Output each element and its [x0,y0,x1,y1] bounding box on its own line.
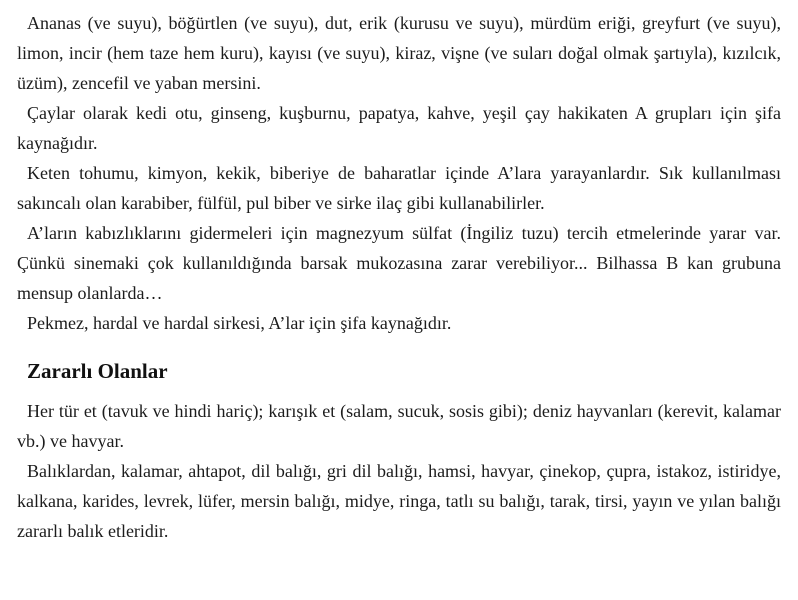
paragraph-meats: Her tür et (tavuk ve hindi hariç); karışık et (salam, sucuk, sosis gibi); deniz hayvanları (kerevit, kalamar vb.) ve havyar. [17,401,781,451]
document-page [17,8,781,546]
paragraph-fish: Balıklardan, kalamar, ahtapot, dil balığı, gri dil balığı, hamsi, havyar, çinekop, çupra, istakoz, istiridye, kalkana, karides, levrek, lüfer, mersin balığı, midye, ringa, tatlı su balığı, tarak, tirsi, yayın ve yılan balığı zararlı balık etleridir. [17,461,781,541]
paragraph-molasses: Pekmez, hardal ve hardal sirkesi, A’lar için şifa kaynağıdır. [27,313,452,333]
paragraph-spices: Keten tohumu, kimyon, kekik, biberiye de baharatlar içinde A’lara yarayanlardır. Sık kullanılması sakıncalı olan karabiber, fülfül, pul biber ve sirke ilaç gibi kullanabilirler. [17,163,781,213]
section-heading-harmful: Zararlı Olanlar [27,359,168,383]
paragraph-fruits: Ananas (ve suyu), böğürtlen (ve suyu), dut, erik (kurusu ve suyu), mürdüm eriği, greyfurt (ve suyu), limon, incir (hem taze hem kuru), kayısı (ve suyu), kiraz, vişne (ve suları doğal olmak şartıyla), kızılcık, üzüm), zencefil ve yaban mersini. [17,13,781,93]
paragraph-teas: Çaylar olarak kedi otu, ginseng, kuşburnu, papatya, kahve, yeşil çay hakikaten A grupları için şifa kaynağıdır. [17,103,781,153]
paragraph-laxative: A’ların kabızlıklarını gidermeleri için magnezyum sülfat (İngiliz tuzu) tercih etmelerinde yarar var. Çünkü sinemaki çok kullanıldığında barsak mukozasına zarar verebiliyor... Bilhassa B kan grubuna mensup olanlarda… [17,223,781,303]
